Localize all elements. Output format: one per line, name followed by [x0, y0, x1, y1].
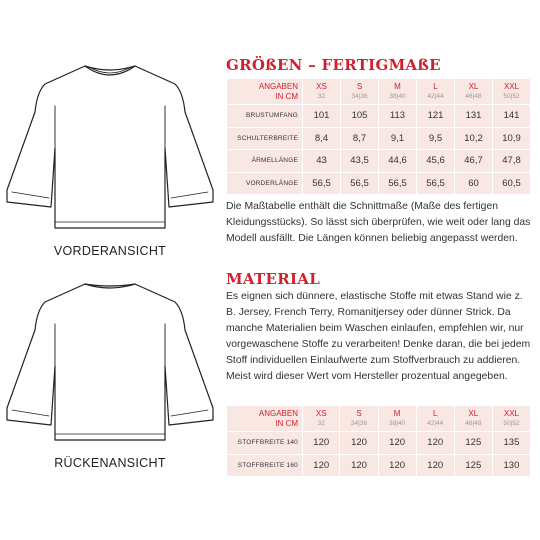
table-header-row — [227, 79, 531, 105]
size-table-note: Die Maßtabelle enthält die Schnittmaße (Maße des fertigen Kleidungsstücks). So lässt sich überprüfen, wie weit oder lang das Modell ausfällt. Die Längen können beliebig angepasst werden. — [226, 201, 531, 244]
table-cell: 131 — [455, 105, 493, 128]
material-description: Es eignen sich dünnere, elastische Stoffe mit etwas Stand wie z. B. Jersey, French Terry, Romanitjersey oder dünner Strick. Da manche Materialien beim Waschen einlaufen, empfehlen wir, nur vorgewaschene Stoffe zu verarbeiten! Denke daran, die bei jedem Stoff individuellen Einlaufwerte zum Stoffverbrauch zu addieren. Meist wird dieser Wert vom Hersteller prozentual angegeben. — [226, 291, 531, 382]
table-cell: 10,9 — [493, 127, 531, 150]
table-row — [227, 105, 531, 128]
table-cell: 105 — [341, 105, 379, 128]
table-corner-label — [227, 406, 303, 432]
size-header-s: S 34|36 — [340, 406, 378, 432]
table-row — [227, 432, 531, 455]
table-cell: 120 — [303, 432, 340, 455]
table-cell: 60,5 — [493, 172, 531, 195]
size-header-xs: XS 32 — [303, 406, 340, 432]
table-cell: 120 — [303, 454, 340, 477]
table-cell: 43,5 — [341, 150, 379, 173]
back-view-illustration — [5, 270, 215, 460]
front-view-illustration — [5, 52, 215, 242]
table-cell: 56,5 — [303, 172, 341, 195]
fabric-consumption-table — [226, 405, 531, 477]
finished-measurements-table — [226, 78, 531, 195]
row-label: BRUSTUMFANG — [227, 105, 303, 128]
table-cell: 8,4 — [303, 127, 341, 150]
front-view-label: VORDERANSICHT — [53, 244, 167, 258]
size-header-l: L 42|44 — [416, 406, 454, 432]
table-cell: 120 — [416, 454, 454, 477]
table-cell: 141 — [493, 105, 531, 128]
table-cell: 8,7 — [341, 127, 379, 150]
table-cell: 56,5 — [417, 172, 455, 195]
size-header-m: M 38|40 — [378, 406, 416, 432]
table-cell: 101 — [303, 105, 341, 128]
garment-views — [0, 0, 220, 540]
sweater-back-drawing — [5, 270, 215, 460]
size-header-xs: XS 32 — [303, 79, 341, 105]
table-corner-label — [227, 79, 303, 105]
table-cell: 120 — [416, 432, 454, 455]
size-header-xl: XL 46|48 — [454, 406, 492, 432]
table-cell: 113 — [379, 105, 417, 128]
corner-line-1: ANGABEN — [258, 408, 298, 418]
table-header-row — [227, 406, 531, 432]
table-cell: 60 — [455, 172, 493, 195]
table-cell: 56,5 — [379, 172, 417, 195]
row-label: STOFFBREITE 160 — [227, 454, 303, 477]
table-cell: 130 — [492, 454, 530, 477]
table-row — [227, 150, 531, 173]
row-label: VORDERLÄNGE — [227, 172, 303, 195]
table-cell: 9,5 — [417, 127, 455, 150]
table-cell: 9,1 — [379, 127, 417, 150]
row-label: STOFFBREITE 140 — [227, 432, 303, 455]
table-row — [227, 454, 531, 477]
table-cell: 125 — [454, 454, 492, 477]
table-cell: 46,7 — [455, 150, 493, 173]
table-cell: 125 — [454, 432, 492, 455]
row-label: ÄRMELLÄNGE — [227, 150, 303, 173]
corner-line-1: ANGABEN — [258, 81, 298, 91]
table-row — [227, 172, 531, 195]
table-cell: 120 — [378, 432, 416, 455]
sweater-front-drawing — [5, 52, 215, 242]
table-cell: 121 — [417, 105, 455, 128]
size-header-l: L 42|44 — [417, 79, 455, 105]
size-header-m: M 38|40 — [379, 79, 417, 105]
table-cell: 44,6 — [379, 150, 417, 173]
corner-line-2: IN CM — [275, 91, 298, 101]
table-cell: 135 — [492, 432, 530, 455]
row-label: SCHULTERBREITE — [227, 127, 303, 150]
size-header-xxl: XXL 50|52 — [492, 406, 530, 432]
size-header-xxl: XXL 50|52 — [493, 79, 531, 105]
size-header-s: S 34|36 — [341, 79, 379, 105]
size-header-xl: XL 46|48 — [455, 79, 493, 105]
table-cell: 56,5 — [341, 172, 379, 195]
back-view-label: RÜCKENANSICHT — [54, 456, 166, 470]
corner-line-2: IN CM — [275, 418, 298, 428]
table-cell: 120 — [340, 454, 378, 477]
table-row — [227, 127, 531, 150]
sizes-heading: GRÖßEN – FERTIGMAßE — [226, 56, 441, 74]
table-cell: 47,8 — [493, 150, 531, 173]
material-heading: MATERIAL — [226, 270, 321, 288]
table-cell: 120 — [340, 432, 378, 455]
table-cell: 43 — [303, 150, 341, 173]
table-cell: 10,2 — [455, 127, 493, 150]
table-cell: 45,6 — [417, 150, 455, 173]
table-cell: 120 — [378, 454, 416, 477]
